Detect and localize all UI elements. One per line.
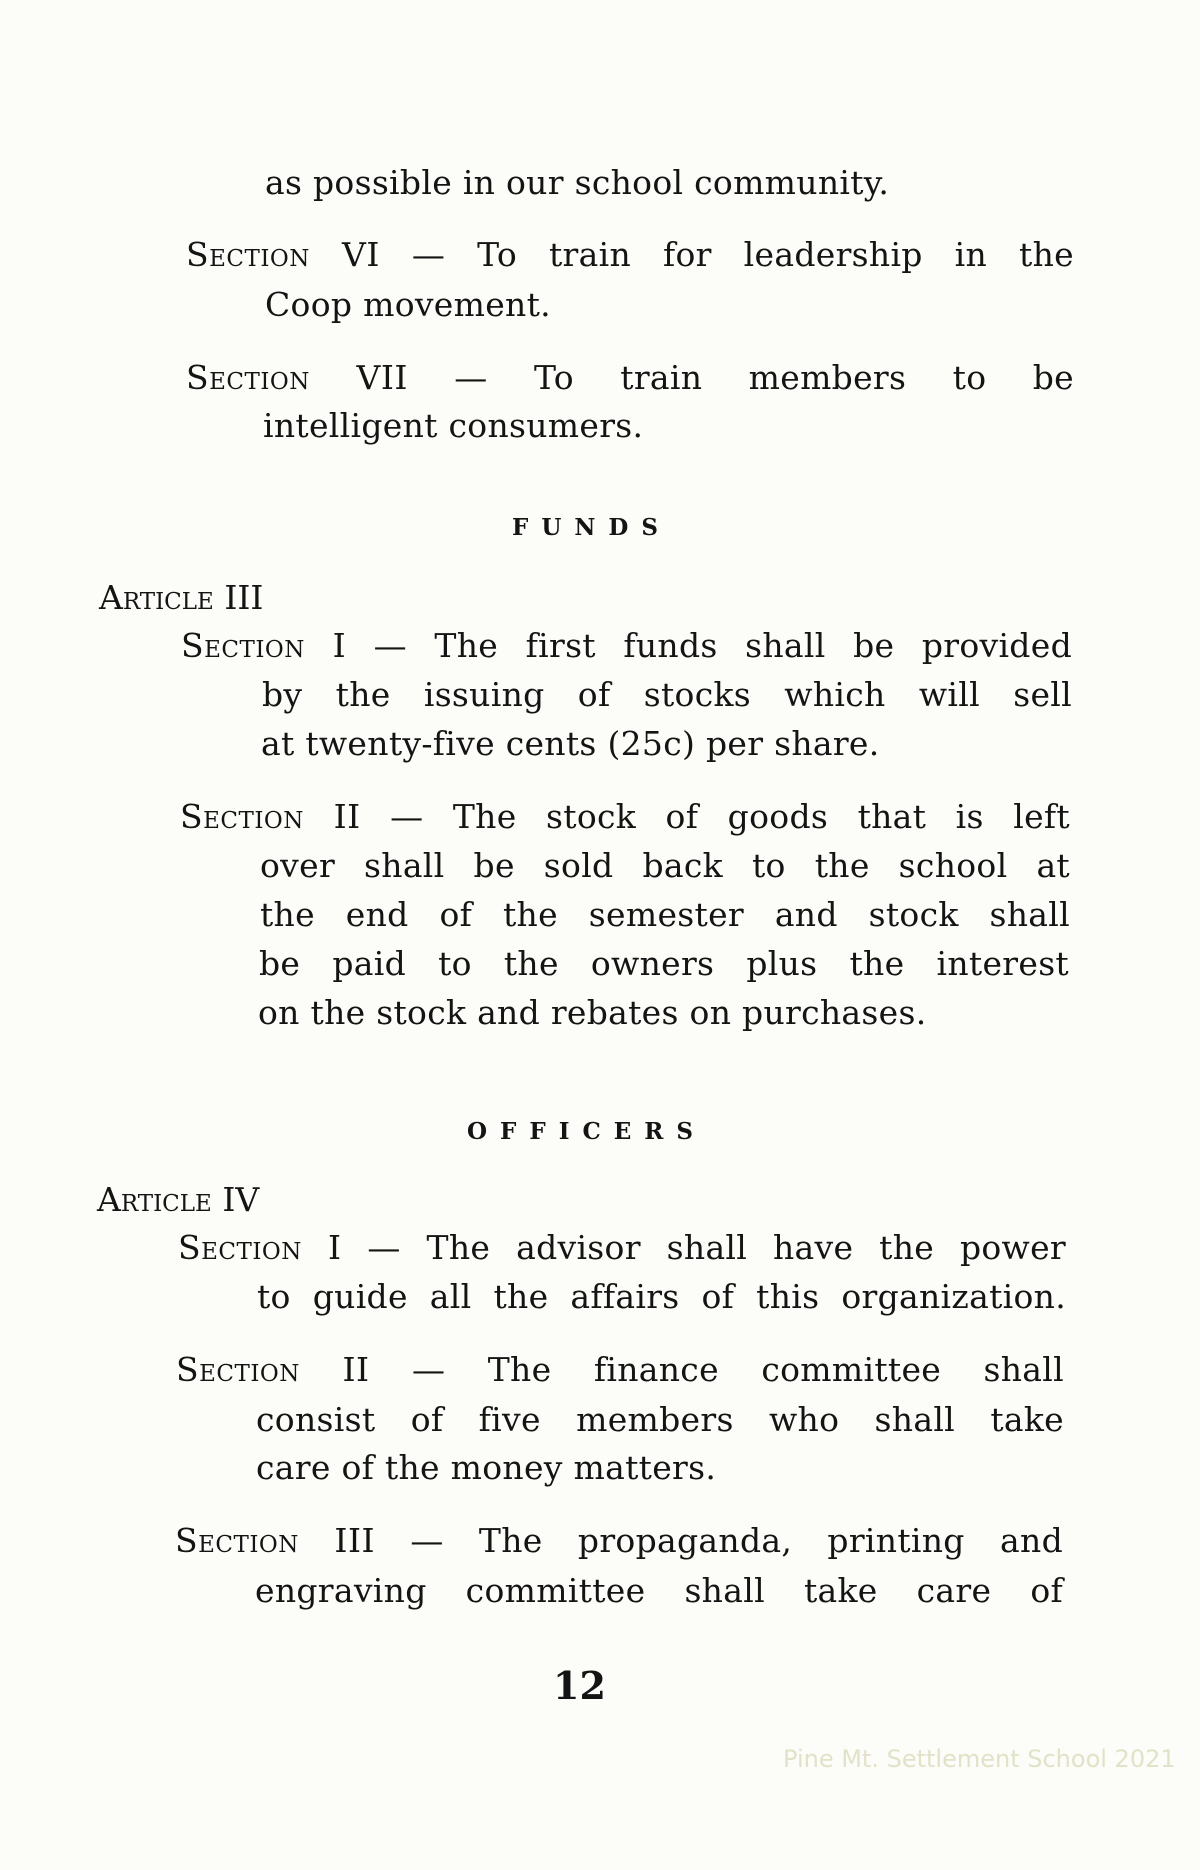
watermark: Pine Mt. Settlement School 2021 — [783, 1745, 1176, 1773]
funds-section-ii-line: the end of the semester and stock shall — [260, 895, 1070, 934]
section-label: Section I — [178, 1228, 342, 1267]
funds-section-ii-first-line — [180, 797, 1070, 837]
funds-section-ii-line: on the stock and rebates on purchases. — [258, 993, 927, 1032]
officers-section-i-first-line — [178, 1228, 1066, 1268]
funds-section-ii-line: be paid to the owners plus the interest — [259, 944, 1069, 983]
section-label: Section II — [180, 797, 361, 836]
officers-section-iii-first-line — [175, 1521, 1063, 1561]
section-text: — The stock of goods that is left — [390, 797, 1070, 836]
section-vi-line: Coop movement. — [265, 285, 551, 324]
officers-section-ii-first-line — [176, 1350, 1064, 1390]
officers-heading: OFFICERS — [467, 1118, 707, 1145]
section-label: Section II — [176, 1350, 370, 1389]
officers-section-i-line: to guide all the affairs of this organization. — [257, 1277, 1066, 1316]
officers-section-ii-line: care of the money matters. — [256, 1448, 717, 1487]
section-vii-line: intelligent consumers. — [263, 406, 644, 445]
continuation-line: as possible in our school community. — [265, 163, 890, 202]
section-vi-first-line — [186, 235, 1074, 275]
section-vii-first-line — [186, 358, 1074, 398]
page-number: 12 — [553, 1663, 606, 1708]
officers-section-iii-line: engraving committee shall take care of — [255, 1571, 1063, 1610]
funds-section-i-first-line — [181, 626, 1072, 666]
article-iii-label: Article III — [99, 578, 264, 617]
section-text: — The propaganda, printing and — [410, 1521, 1063, 1560]
section-label: Section III — [175, 1521, 376, 1560]
section-text: — To train members to be — [454, 358, 1074, 397]
section-label: Section VI — [186, 235, 380, 274]
article-iv-label: Article IV — [97, 1180, 260, 1219]
section-text: — The first funds shall be provided — [373, 626, 1072, 665]
officers-section-ii-line: consist of five members who shall take — [256, 1400, 1064, 1439]
section-label: Section I — [181, 626, 347, 665]
funds-section-i-line: by the issuing of stocks which will sell — [262, 675, 1072, 714]
section-text: — The advisor shall have the power — [367, 1228, 1066, 1267]
section-label: Section VII — [186, 358, 408, 397]
section-text: — The finance committee shall — [412, 1350, 1064, 1389]
section-text: — To train for leadership in the — [411, 235, 1074, 274]
funds-heading: FUNDS — [512, 514, 671, 541]
funds-section-ii-line: over shall be sold back to the school at — [260, 846, 1070, 885]
funds-section-i-line: at twenty-five cents (25c) per share. — [261, 724, 880, 763]
